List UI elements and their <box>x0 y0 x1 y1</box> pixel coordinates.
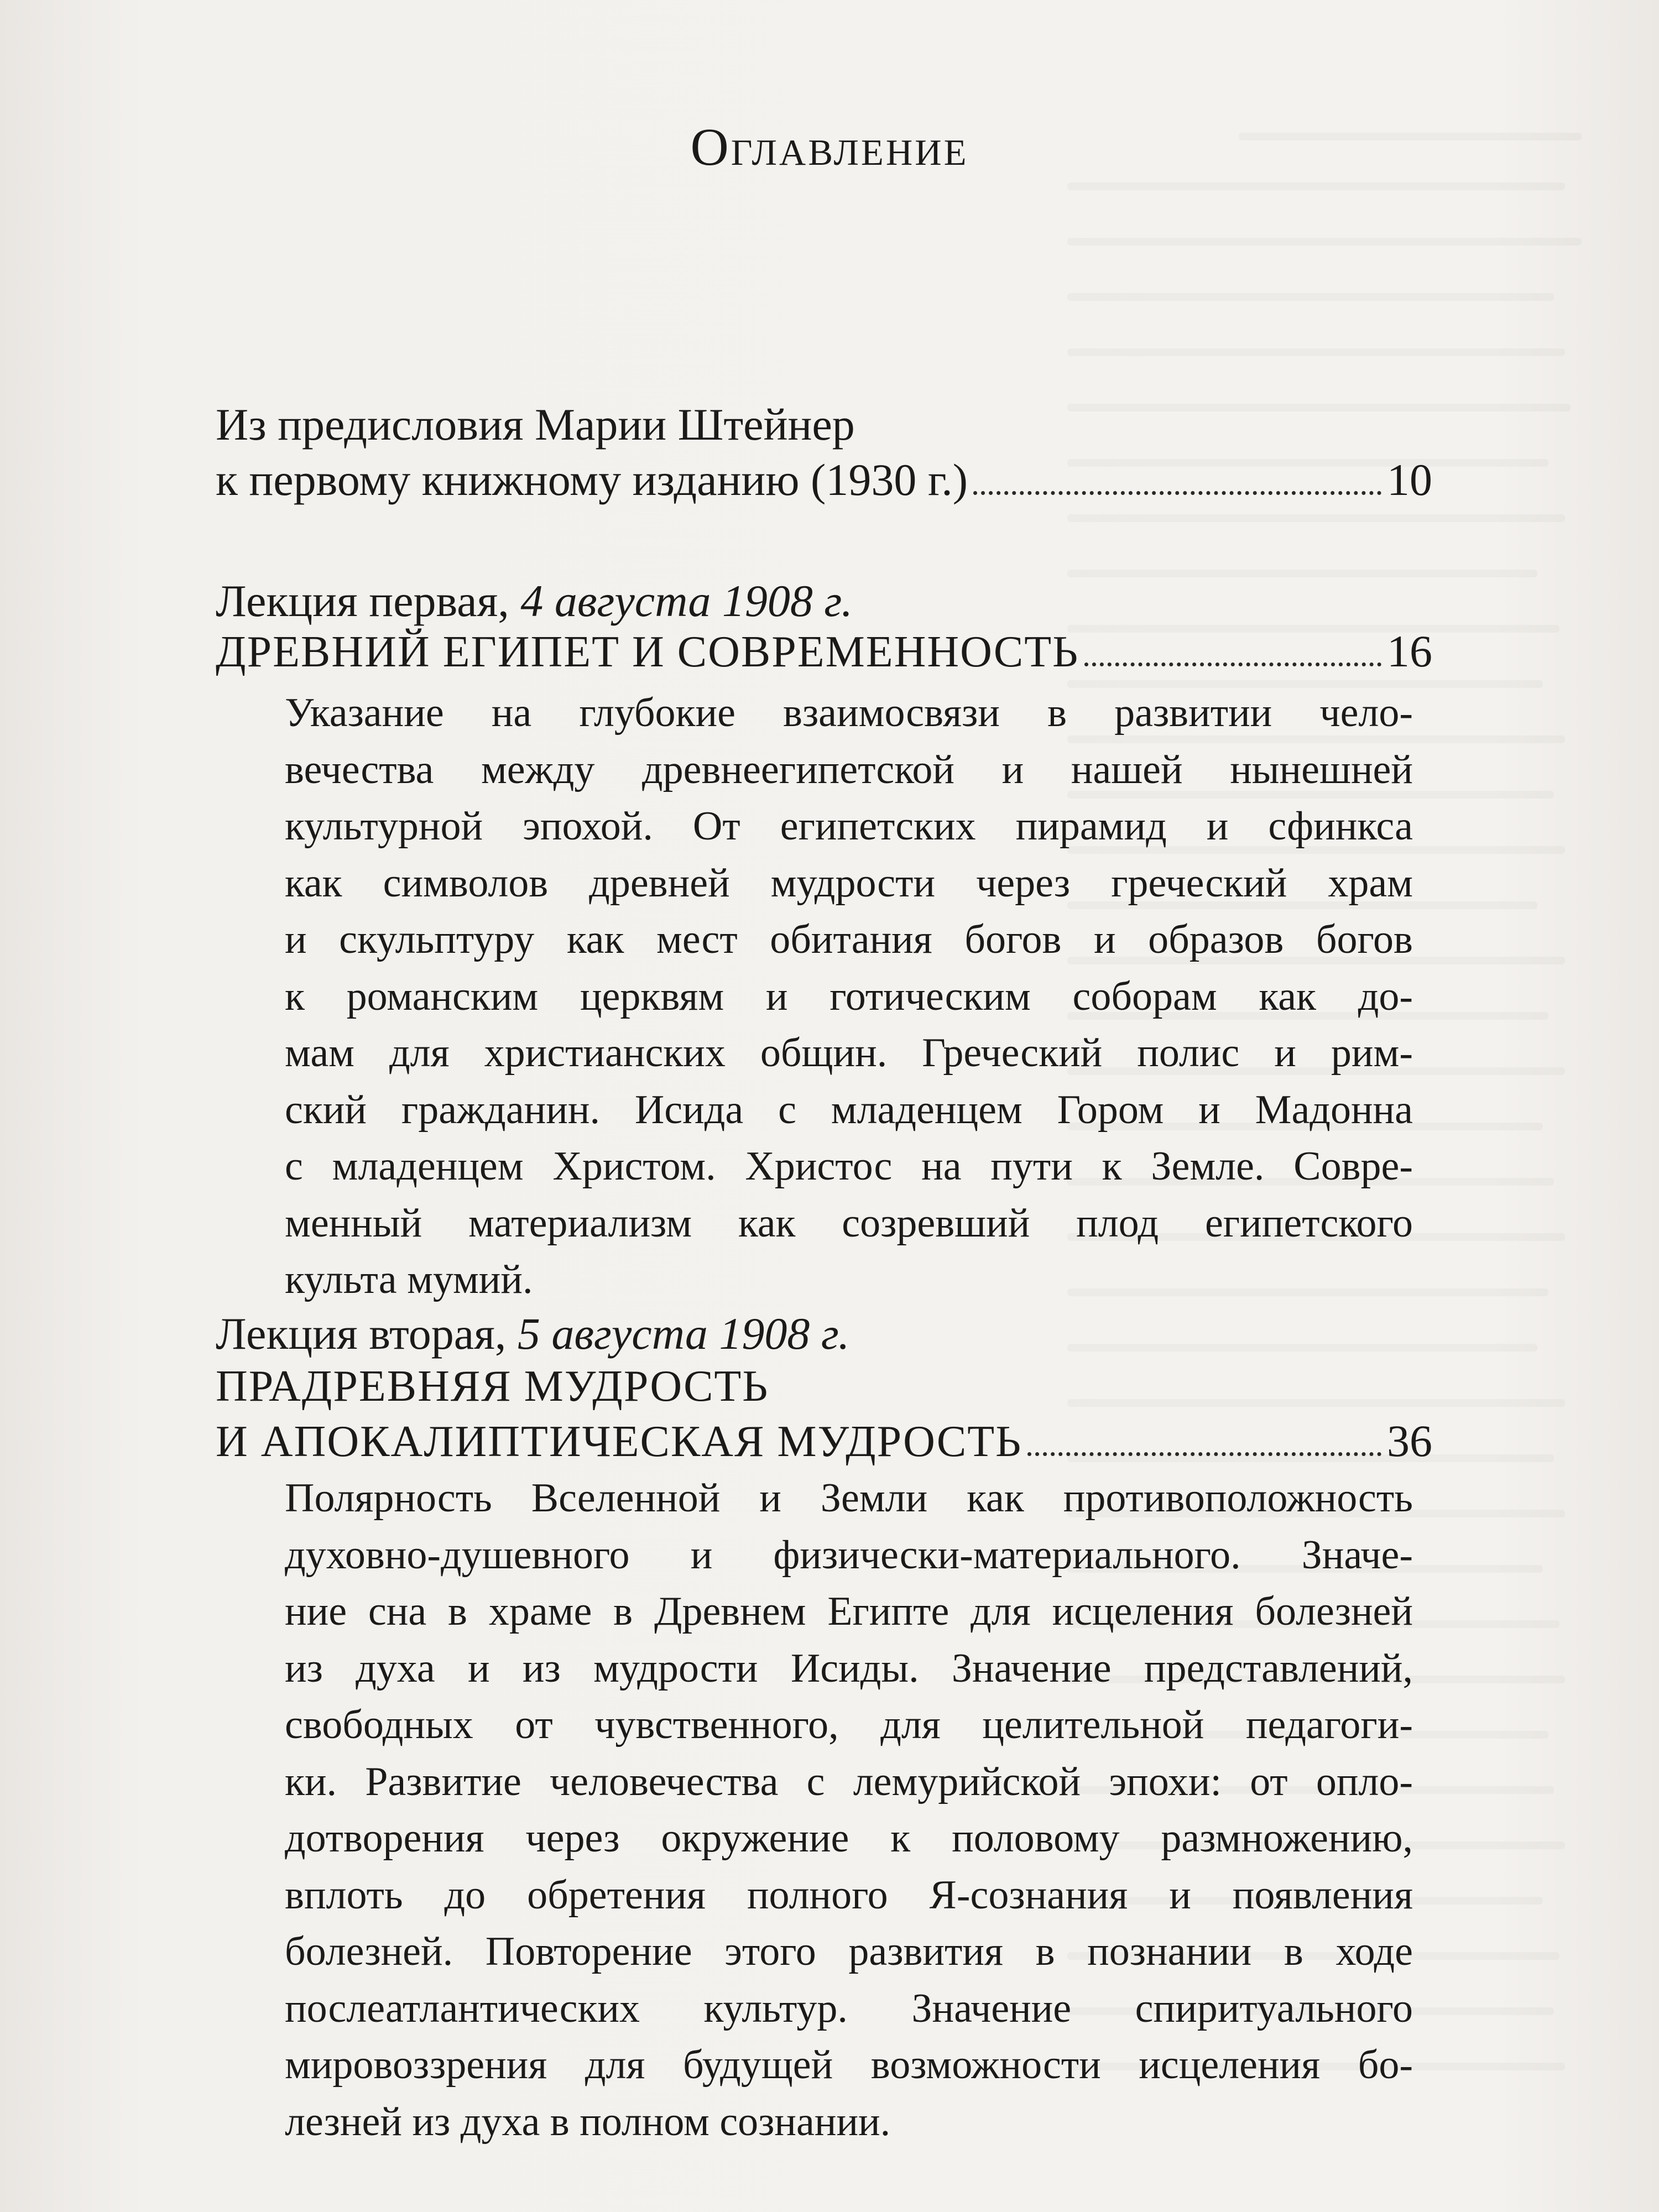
description-line: послеатлантических культур. Значение спиритуального <box>285 1985 1413 2031</box>
lecture-2-label-text: Лекция вторая, <box>216 1308 518 1359</box>
description-line: и скульптуру как мест обитания богов и образов богов <box>285 917 1413 962</box>
lecture-1-date: 4 августа 1908 г. <box>520 576 853 626</box>
description-line: дотворения через окружение к половому размножению, <box>285 1815 1413 1861</box>
description-line: духовно-душевного и физически-материального. Значе- <box>285 1532 1413 1578</box>
lecture-2-date: 5 августа 1908 г. <box>517 1308 850 1359</box>
description-line: к романским церквям и готическим соборам как до- <box>285 973 1413 1019</box>
lecture-2-title-line-2: И АПОКАЛИПТИЧЕСКАЯ МУДРОСТЬ <box>216 1417 1022 1466</box>
description-line: ки. Развитие человечества с лемурийской эпохи: от опло- <box>285 1759 1413 1804</box>
description-line: менный материализм как созревший плод египетского <box>285 1200 1413 1246</box>
lecture-2-description <box>285 1470 1413 2150</box>
description-line: свободных от чувственного, для целительной педагоги- <box>285 1702 1413 1747</box>
description-line: Указание на глубокие взаимосвязи в развитии чело- <box>285 690 1413 735</box>
description-line: как символов древней мудрости через греческий храм <box>285 860 1413 906</box>
description-line: из духа и из мудрости Исиды. Значение представлений, <box>285 1645 1413 1691</box>
description-line: мировоззрения для будущей возможности исцеления бо- <box>285 2042 1413 2088</box>
page-number: 16 <box>1387 626 1432 676</box>
leader-dots <box>973 491 1381 495</box>
description-line: вплоть до обретения полного Я-сознания и появления <box>285 1872 1413 1918</box>
description-line: лезней из духа в полном сознании. <box>285 2099 891 2145</box>
lecture-2-title-line-1 <box>216 1358 1432 1414</box>
page-number: 10 <box>1387 455 1432 505</box>
leader-dots <box>1084 662 1381 666</box>
description-line: культа мумий. <box>285 1257 533 1302</box>
description-line: ние сна в храме в Древнем Египте для исцеления болезней <box>285 1589 1413 1634</box>
lecture-1-description <box>285 685 1413 1308</box>
lecture-2-label <box>216 1306 1432 1361</box>
description-line: с младенцем Христом. Христос на пути к Земле. Совре- <box>285 1144 1413 1189</box>
leader-dots <box>1027 1452 1381 1456</box>
description-line: болезней. Повторение этого развития в познании в ходе <box>285 1929 1413 1974</box>
toc-entry-preface[interactable] <box>216 452 1432 508</box>
description-line: вечества между древнеегипетской и нашей нынешней <box>285 747 1413 792</box>
description-line: мам для христианских общин. Греческий полис и рим- <box>285 1030 1413 1076</box>
description-line: культурной эпохой. От египетских пирамид и сфинкса <box>285 804 1413 849</box>
page-number: 36 <box>1387 1416 1432 1466</box>
lecture-2-title: ПРАДРЕВНЯЯ МУДРОСТЬ <box>216 1362 769 1411</box>
lecture-1-title: ДРЕВНИЙ ЕГИПЕТ И СОВРЕМЕННОСТЬ <box>216 628 1079 676</box>
toc-entry-lecture-2[interactable] <box>216 1413 1432 1469</box>
lecture-1-label-text: Лекция первая, <box>216 576 521 626</box>
lecture-1-label <box>216 573 1432 629</box>
page-title: Оглавление <box>690 117 969 176</box>
toc-entry-lecture-1[interactable] <box>216 624 1432 680</box>
toc-entry-preface-line-2: к первому книжному изданию (1930 г.) <box>216 455 968 505</box>
description-line: ский гражданин. Исида с младенцем Гором и Мадонна <box>285 1087 1413 1133</box>
description-line: Полярность Вселенной и Земли как противоположность <box>285 1475 1413 1521</box>
toc-entry-preface-line-1: Из предисловия Марии Штейнер <box>216 399 855 450</box>
